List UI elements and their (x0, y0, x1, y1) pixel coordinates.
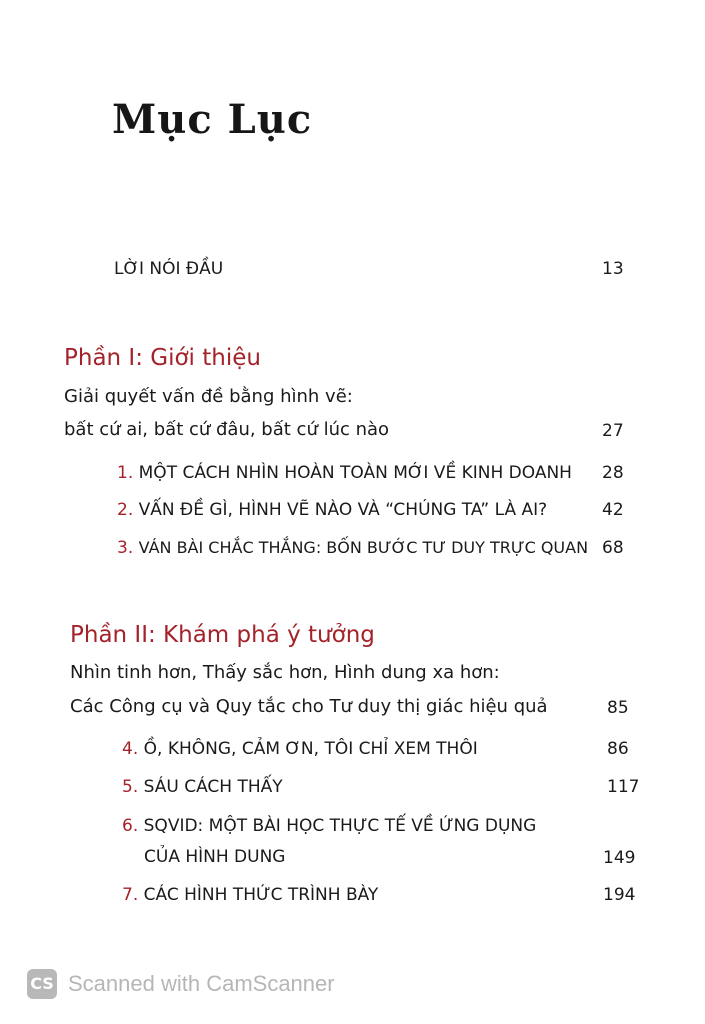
chapter-title: VẤN ĐỀ GÌ, HÌNH VẼ NÀO VÀ “CHÚNG TA” LÀ AI? (138, 500, 548, 520)
toc-page-chapter-3: 68 (602, 538, 624, 558)
scanner-watermark: Scanned with CamScanner (68, 971, 335, 996)
toc-chapter-5 (122, 776, 283, 798)
toc-page-chapter-6: 149 (603, 848, 636, 868)
toc-chapter-2 (117, 499, 547, 521)
part-2-subtitle-line1: Nhìn tinh hơn, Thấy sắc hơn, Hình dung xa hơn: (70, 662, 500, 683)
chapter-number: 6. (122, 816, 139, 836)
chapter-title: Ồ, KHÔNG, CẢM ƠN, TÔI CHỈ XEM THÔI (143, 739, 478, 759)
toc-page-chapter-4: 86 (607, 739, 629, 759)
toc-chapter-6-line2: CỦA HÌNH DUNG (144, 847, 286, 867)
toc-chapter-6 (122, 815, 536, 837)
part-1-subtitle-line2: bất cứ ai, bất cứ đâu, bất cứ lúc nào (64, 419, 390, 440)
chapter-number: 1. (117, 463, 134, 483)
toc-chapter-1 (117, 462, 572, 484)
chapter-title: VÁN BÀI CHẮC THẮNG: BỐN BƯỚC TƯ DUY TRỰC QUAN (138, 538, 589, 557)
chapter-title: MỘT CÁCH NHÌN HOÀN TOÀN MỚI VỀ KINH DOANH (138, 463, 572, 483)
toc-page-chapter-2: 42 (602, 500, 624, 520)
part-1-subtitle-line1: Giải quyết vấn đề bằng hình vẽ: (64, 386, 353, 407)
part-1-heading: Phần I: Giới thiệu (64, 345, 261, 371)
chapter-title: SÁU CÁCH THẤY (143, 777, 283, 797)
chapter-title: CÁC HÌNH THỨC TRÌNH BÀY (143, 885, 379, 905)
part-2-subtitle-page: 85 (607, 698, 629, 718)
chapter-number: 7. (122, 885, 139, 905)
chapter-number: 4. (122, 739, 139, 759)
part-2-heading: Phần II: Khám phá ý tưởng (70, 622, 375, 648)
toc-page-chapter-5: 117 (607, 777, 640, 797)
part-1-subtitle-page: 27 (602, 421, 624, 441)
toc-title: Mục Lục (112, 96, 313, 143)
chapter-number: 3. (117, 538, 134, 558)
part-2-subtitle-line2: Các Công cụ và Quy tắc cho Tư duy thị giác hiệu quả (70, 696, 548, 717)
toc-chapter-3 (117, 537, 588, 559)
toc-page-chapter-1: 28 (602, 463, 624, 483)
chapter-number: 5. (122, 777, 139, 797)
toc-page-chapter-7: 194 (603, 885, 636, 905)
toc-chapter-4 (122, 738, 478, 760)
toc-page-preface: 13 (602, 259, 624, 279)
chapter-number: 2. (117, 500, 134, 520)
toc-chapter-7 (122, 884, 378, 906)
camscanner-logo: CS (27, 969, 57, 999)
chapter-title: SQVID: MỘT BÀI HỌC THỰC TẾ VỀ ỨNG DỤNG (143, 816, 537, 836)
toc-entry-preface: LỜI NÓI ĐẦU (114, 259, 224, 279)
